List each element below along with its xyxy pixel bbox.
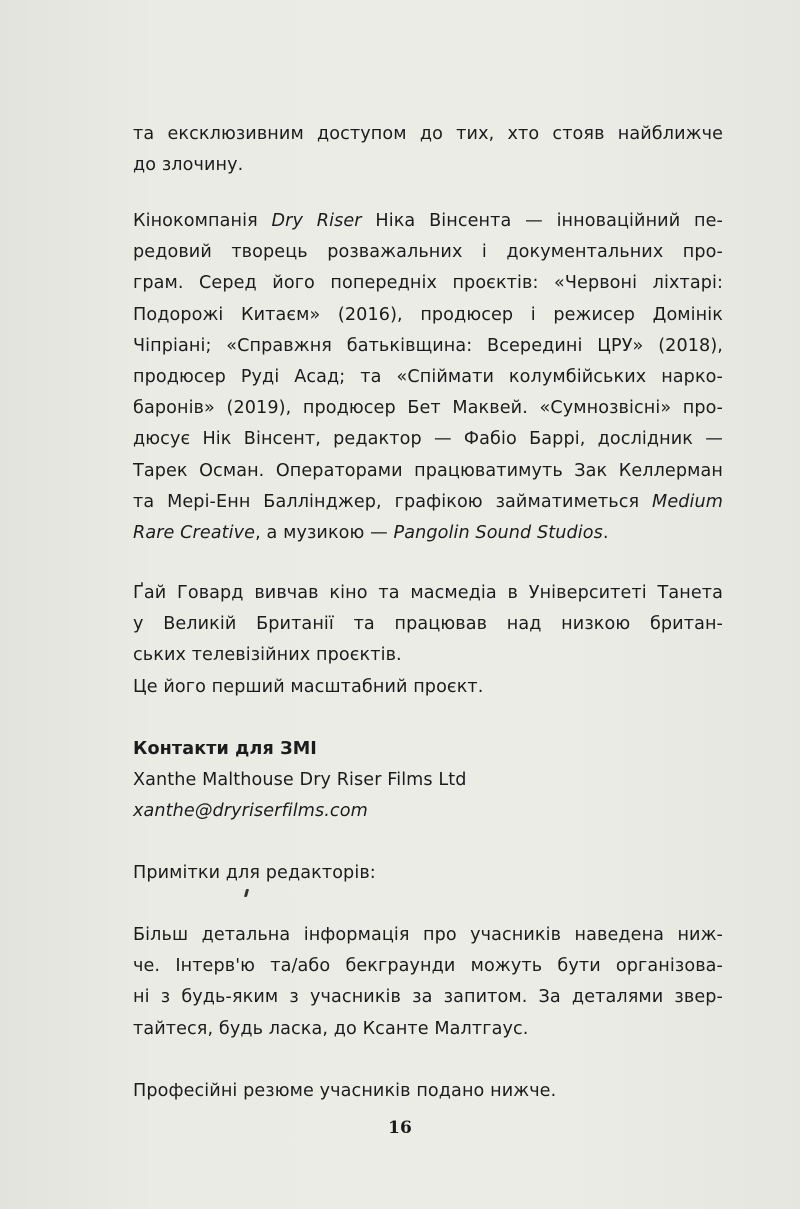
text-line: [133, 487, 723, 518]
contact-name-company: Xanthe Malthouse Dry Riser Films Ltd: [133, 770, 467, 791]
text-line: [133, 518, 723, 549]
text-line: Професійні резюме учасників подано нижче.: [133, 1081, 557, 1101]
text-line: тайтеся, будь ласка, до Ксанте Малтгаус.: [133, 1018, 529, 1039]
company-name-italic: Medium: [652, 491, 723, 512]
text-line: Подорожі Китаєм» (2016), продюсер і режисер Домінік: [133, 304, 723, 325]
company-name-italic: Pangolin Sound Studios: [393, 523, 603, 544]
text-line: че. Інтерв'ю та/або бекграунди можуть бути організова-: [133, 956, 723, 977]
text-line: [133, 206, 723, 237]
paragraph-resumes: [133, 1076, 723, 1107]
text-line: продюсер Руді Асад; та «Спіймати колумбійських нарко-: [133, 367, 723, 388]
text-line: у Великій Британії та працював над низкою британ-: [133, 614, 723, 635]
contact-email: xanthe@dryriserfilms.com: [133, 801, 368, 822]
notes-for-editors-heading: [133, 858, 723, 889]
text-line: грам. Серед його попередніх проєктів: «Червоні ліхтарі:: [133, 273, 723, 294]
text-run: , а музикою —: [255, 523, 394, 544]
text-line: ських телевізійних проєктів.: [133, 645, 402, 666]
paragraph-notes: [133, 920, 723, 1045]
text-line: Чіпріані; «Справжня батьківщина: Всередині ЦРУ» (2018),: [133, 335, 723, 356]
text-line: Примітки для редакторів:: [133, 863, 376, 883]
paragraph-intro-continuation: [133, 119, 723, 181]
ink-speck: [244, 889, 249, 897]
text-run: та Мері-Енн Баллінджер, графікою займатиметься: [133, 491, 653, 512]
text-line: редовий творець розважальних і документальних про-: [133, 242, 723, 263]
text-line: ні з будь-яким з учасників за запитом. За деталями звер-: [133, 987, 723, 1008]
text-run: Ніка Вінсента — інноваційний пе-: [361, 211, 723, 231]
text-line: та ексклюзивним доступом до тих, хто стояв найближче: [133, 124, 723, 144]
company-name-italic: Dry Riser: [271, 211, 362, 231]
text-line: до злочину.: [133, 155, 244, 176]
text-line: баронів» (2019), продюсер Бет Маквей. «Сумнозвісні» про-: [133, 398, 723, 419]
paragraph-guy-howard-bio: [133, 578, 723, 703]
company-name-italic: Rare Creative: [133, 523, 256, 544]
media-contacts: [133, 734, 723, 828]
text-line: Тарек Осман. Операторами працюватимуть Зак Келлерман: [133, 460, 723, 481]
text-line: Це його перший масштабний проєкт.: [133, 676, 484, 697]
contacts-heading: Контакти для ЗМІ: [133, 739, 317, 759]
paragraph-production-company: [133, 206, 723, 549]
text-run: Кінокомпанія: [133, 211, 272, 231]
page-number: 16: [388, 1118, 412, 1138]
text-line: Більш детальна інформація про учасників наведена ниж-: [133, 925, 723, 945]
text-line: Ґай Говард вивчав кіно та масмедіа в Університеті Танета: [133, 583, 723, 603]
text-line: дюсує Нік Вінсент, редактор — Фабіо Баррі, дослідник —: [133, 429, 723, 450]
text-run: .: [602, 523, 609, 544]
